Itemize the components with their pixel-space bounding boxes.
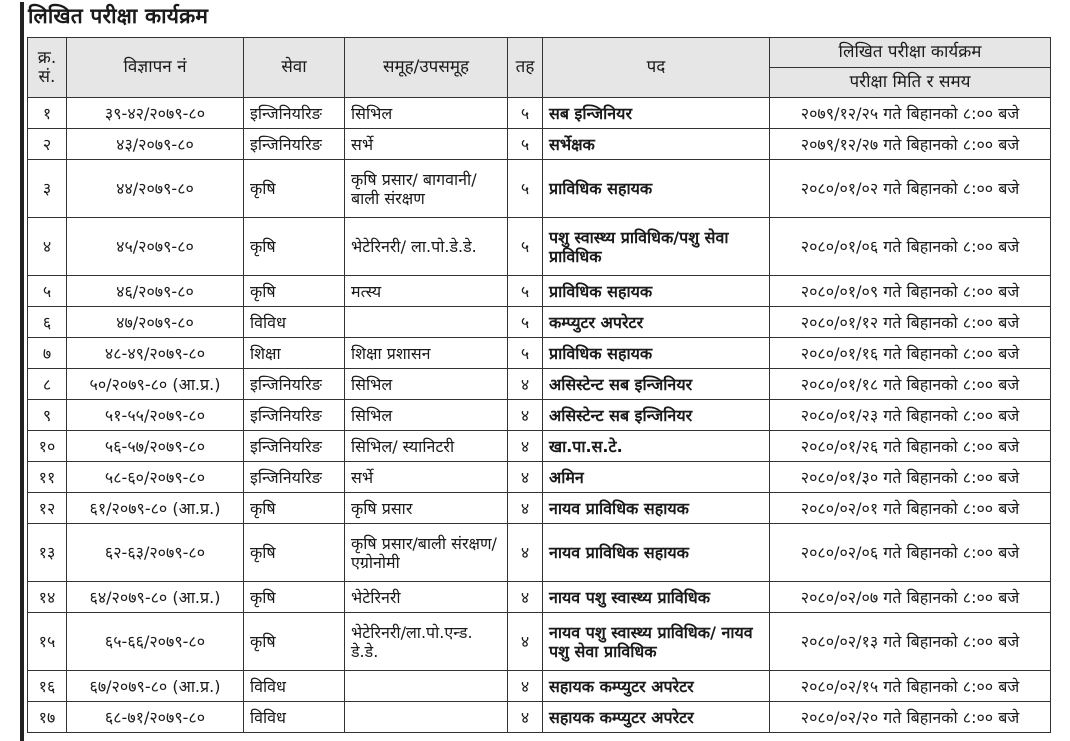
header-post: पद [543, 38, 770, 98]
cell-group: कृषि प्रसार [345, 493, 508, 524]
cell-service: कृषि [244, 493, 345, 524]
header-sn: क्र. सं. [28, 38, 67, 98]
cell-sn: १७ [28, 702, 67, 733]
cell-level: ५ [508, 276, 543, 307]
cell-exam-date: २०८०/०२/०७ गते बिहानको ८:०० बजे [770, 582, 1051, 613]
cell-sn: १२ [28, 493, 67, 524]
cell-advertisement-no: ६७/२०७९-८० (आ.प्र.) [67, 671, 244, 702]
cell-group: कृषि प्रसार/बाली संरक्षण/एग्रोनोमी [345, 524, 508, 582]
cell-exam-date: २०८०/०२/२० गते बिहानको ८:०० बजे [770, 702, 1051, 733]
cell-service: कृषि [244, 613, 345, 671]
cell-post: प्राविधिक सहायक [543, 338, 770, 369]
cell-service: इन्जिनियरिङ [244, 462, 345, 493]
cell-sn: १६ [28, 671, 67, 702]
cell-post: सब इन्जिनियर [543, 98, 770, 129]
cell-group: सिभिल/ स्यानिटरी [345, 431, 508, 462]
header-exam-date: परीक्षा मिति र समय [770, 68, 1051, 98]
cell-sn: १५ [28, 613, 67, 671]
cell-level: ५ [508, 129, 543, 160]
table-row [28, 462, 1051, 493]
cell-post: सहायक कम्प्युटर अपरेटर [543, 671, 770, 702]
header-group: समूह/उपसमूह [345, 38, 508, 98]
cell-post: अमिन [543, 462, 770, 493]
cell-sn: ८ [28, 369, 67, 400]
cell-level: ५ [508, 98, 543, 129]
cell-exam-date: २०८०/०२/१५ गते बिहानको ८:०० बजे [770, 671, 1051, 702]
cell-sn: ९ [28, 400, 67, 431]
cell-advertisement-no: ६१/२०७९-८० (आ.प्र.) [67, 493, 244, 524]
header-advertisement-no: विज्ञापन नं [67, 38, 244, 98]
table-row [28, 671, 1051, 702]
cell-level: ५ [508, 338, 543, 369]
cell-group: कृषि प्रसार/ बागवानी/ बाली संरक्षण [345, 160, 508, 218]
cell-service: विविध [244, 671, 345, 702]
cell-post: प्राविधिक सहायक [543, 160, 770, 218]
cell-advertisement-no: ६५-६६/२०७९-८० [67, 613, 244, 671]
table-row [28, 613, 1051, 671]
cell-exam-date: २०८०/०१/२६ गते बिहानको ८:०० बजे [770, 431, 1051, 462]
cell-group: सर्भे [345, 462, 508, 493]
cell-post: पशु स्वास्थ्य प्राविधिक/पशु सेवा प्राविधिक [543, 218, 770, 276]
cell-sn: ४ [28, 218, 67, 276]
cell-advertisement-no: ५०/२०७९-८० (आ.प्र.) [67, 369, 244, 400]
cell-advertisement-no: ४७/२०७९-८० [67, 307, 244, 338]
cell-sn: १ [28, 98, 67, 129]
cell-post: नायव प्राविधिक सहायक [543, 493, 770, 524]
cell-service: शिक्षा [244, 338, 345, 369]
cell-exam-date: २०८०/०१/२३ गते बिहानको ८:०० बजे [770, 400, 1051, 431]
table-body [28, 98, 1051, 733]
cell-advertisement-no: ५८-६०/२०७९-८० [67, 462, 244, 493]
cell-advertisement-no: ३९-४२/२०७९-८० [67, 98, 244, 129]
cell-advertisement-no: ६२-६३/२०७९-८० [67, 524, 244, 582]
cell-level: ४ [508, 582, 543, 613]
cell-service: कृषि [244, 276, 345, 307]
cell-group: भेटेरिनरी [345, 582, 508, 613]
cell-service: कृषि [244, 524, 345, 582]
cell-exam-date: २०८०/०२/०१ गते बिहानको ८:०० बजे [770, 493, 1051, 524]
cell-exam-date: २०८०/०१/३० गते बिहानको ८:०० बजे [770, 462, 1051, 493]
cell-exam-date: २०८०/०१/१६ गते बिहानको ८:०० बजे [770, 338, 1051, 369]
cell-level: ४ [508, 431, 543, 462]
cell-sn: ६ [28, 307, 67, 338]
cell-group [345, 702, 508, 733]
cell-group: सर्भे [345, 129, 508, 160]
cell-advertisement-no: ४३/२०७९-८० [67, 129, 244, 160]
cell-level: ५ [508, 218, 543, 276]
cell-group: सिभिल [345, 400, 508, 431]
cell-advertisement-no: ४६/२०७९-८० [67, 276, 244, 307]
cell-service: इन्जिनियरिङ [244, 369, 345, 400]
cell-post: कम्प्युटर अपरेटर [543, 307, 770, 338]
exam-schedule-table [27, 37, 1051, 733]
cell-level: ४ [508, 493, 543, 524]
cell-post: असिस्टेन्ट सब इन्जिनियर [543, 400, 770, 431]
cell-exam-date: २०८०/०२/१३ गते बिहानको ८:०० बजे [770, 613, 1051, 671]
cell-sn: ११ [28, 462, 67, 493]
cell-service: कृषि [244, 582, 345, 613]
table-row [28, 129, 1051, 160]
cell-level: ४ [508, 462, 543, 493]
header-service: सेवा [244, 38, 345, 98]
table-row [28, 493, 1051, 524]
cell-service: विविध [244, 307, 345, 338]
cell-advertisement-no: ६८-७१/२०७९-८० [67, 702, 244, 733]
cell-sn: १३ [28, 524, 67, 582]
cell-group: भेटेरिनरी/ला.पो.एन्ड. डे.डे. [345, 613, 508, 671]
header-level: तह [508, 38, 543, 98]
cell-level: ४ [508, 613, 543, 671]
cell-sn: ५ [28, 276, 67, 307]
cell-level: ४ [508, 400, 543, 431]
cell-advertisement-no: ५१-५५/२०७९-८० [67, 400, 244, 431]
table-row [28, 524, 1051, 582]
table-row [28, 98, 1051, 129]
cell-service: इन्जिनियरिङ [244, 129, 345, 160]
cell-level: ४ [508, 671, 543, 702]
cell-exam-date: २०८०/०१/०६ गते बिहानको ८:०० बजे [770, 218, 1051, 276]
cell-service: इन्जिनियरिङ [244, 98, 345, 129]
cell-level: ५ [508, 307, 543, 338]
left-border-bar [20, 2, 24, 741]
header-exam-group: लिखित परीक्षा कार्यक्रम [770, 38, 1051, 68]
cell-sn: ७ [28, 338, 67, 369]
cell-advertisement-no: ६४/२०७९-८० (आ.प्र.) [67, 582, 244, 613]
cell-group: सिभिल [345, 369, 508, 400]
page-title: लिखित परीक्षा कार्यक्रम [28, 4, 209, 28]
cell-exam-date: २०८०/०१/०२ गते बिहानको ८:०० बजे [770, 160, 1051, 218]
cell-exam-date: २०८०/०१/०९ गते बिहानको ८:०० बजे [770, 276, 1051, 307]
cell-group [345, 307, 508, 338]
table-row [28, 160, 1051, 218]
table-row [28, 431, 1051, 462]
cell-advertisement-no: ४८-४९/२०७९-८० [67, 338, 244, 369]
table-row [28, 369, 1051, 400]
table-row [28, 702, 1051, 733]
cell-sn: १४ [28, 582, 67, 613]
cell-sn: २ [28, 129, 67, 160]
cell-service: विविध [244, 702, 345, 733]
cell-sn: १० [28, 431, 67, 462]
cell-post: नायव पशु स्वास्थ्य प्राविधिक [543, 582, 770, 613]
table-row [28, 218, 1051, 276]
table-row [28, 338, 1051, 369]
cell-advertisement-no: ४४/२०७९-८० [67, 160, 244, 218]
cell-level: ४ [508, 369, 543, 400]
cell-post: नायव प्राविधिक सहायक [543, 524, 770, 582]
cell-exam-date: २०८०/०१/१८ गते बिहानको ८:०० बजे [770, 369, 1051, 400]
cell-exam-date: २०७९/१२/२५ गते बिहानको ८:०० बजे [770, 98, 1051, 129]
cell-exam-date: २०८०/०२/०६ गते बिहानको ८:०० बजे [770, 524, 1051, 582]
cell-group: शिक्षा प्रशासन [345, 338, 508, 369]
table-row [28, 400, 1051, 431]
cell-exam-date: २०७९/१२/२७ गते बिहानको ८:०० बजे [770, 129, 1051, 160]
cell-sn: ३ [28, 160, 67, 218]
cell-service: इन्जिनियरिङ [244, 431, 345, 462]
cell-level: ४ [508, 524, 543, 582]
cell-level: ४ [508, 702, 543, 733]
cell-post: प्राविधिक सहायक [543, 276, 770, 307]
cell-post: खा.पा.स.टे. [543, 431, 770, 462]
cell-advertisement-no: ५६-५७/२०७९-८० [67, 431, 244, 462]
cell-group: सिभिल [345, 98, 508, 129]
cell-group [345, 671, 508, 702]
cell-exam-date: २०८०/०१/१२ गते बिहानको ८:०० बजे [770, 307, 1051, 338]
cell-service: कृषि [244, 218, 345, 276]
cell-post: सर्भेक्षक [543, 129, 770, 160]
cell-post: नायव पशु स्वास्थ्य प्राविधिक/ नायव पशु सेवा प्राविधिक [543, 613, 770, 671]
table-row [28, 276, 1051, 307]
cell-level: ५ [508, 160, 543, 218]
cell-post: सहायक कम्प्युटर अपरेटर [543, 702, 770, 733]
table-row [28, 307, 1051, 338]
cell-service: कृषि [244, 160, 345, 218]
table-row [28, 582, 1051, 613]
cell-post: असिस्टेन्ट सब इन्जिनियर [543, 369, 770, 400]
cell-service: इन्जिनियरिङ [244, 400, 345, 431]
cell-advertisement-no: ४५/२०७९-८० [67, 218, 244, 276]
cell-group: भेटेरिनरी/ ला.पो.डे.डे. [345, 218, 508, 276]
cell-group: मत्स्य [345, 276, 508, 307]
